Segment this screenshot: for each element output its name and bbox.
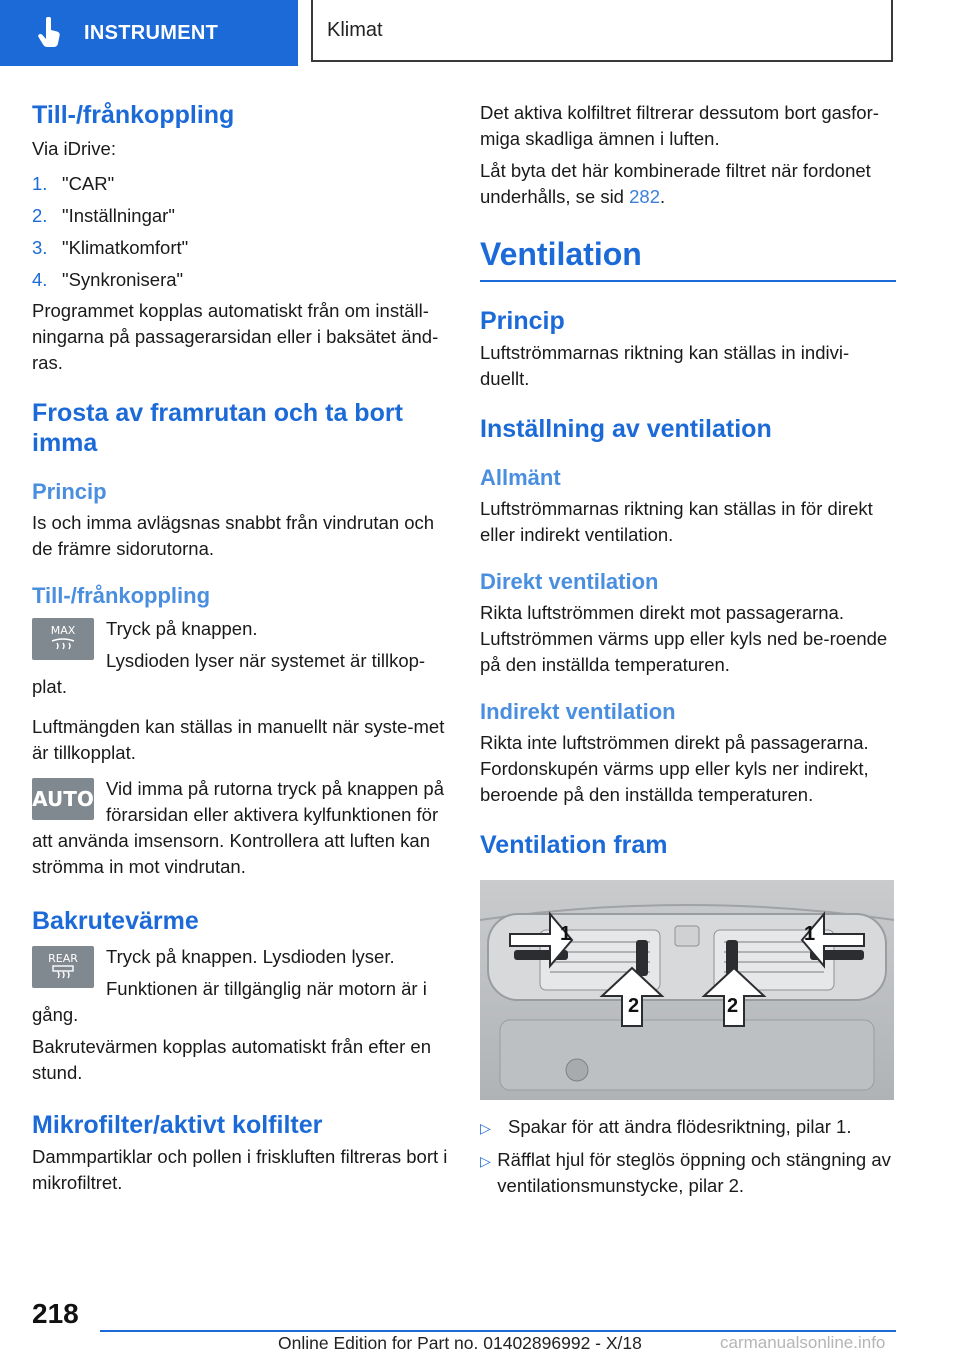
heading-underline (480, 280, 896, 282)
heading-mikrofilter: Mikrofilter/aktivt kolfilter (32, 1111, 323, 1139)
rear-button-block (32, 944, 448, 1028)
triangle-bullet-icon: ▷ (480, 1120, 491, 1136)
luftmangd-text: Luftmängden kan ställas in manuellt när syste-met är tillkopplat. (32, 716, 445, 763)
watermark: carmanualsonline.info (720, 1333, 886, 1352)
princip-right-text: Luftströmmarnas riktning kan ställas in indivi-duellt. (480, 342, 850, 389)
heading-till-franskoppling-2: Till-/frånkoppling (32, 583, 211, 608)
bak-funktion-text: Funktionen är tillgänglig när motorn är i gång. (32, 978, 427, 1025)
max-button-block (32, 616, 448, 700)
arrow-label: 1 (804, 923, 816, 945)
vid-imma-text: Vid imma på rutorna tryck på knappen på förarsidan eller aktivera kylfunktionen för att använda imsensorn. Kontrollera att luften kan strömma in mot vindrutan. (32, 778, 444, 877)
chapter-header (311, 0, 893, 62)
vents-illustration (480, 880, 894, 1100)
arrow-label: 2 (628, 995, 640, 1017)
direkt-text: Rikta luftströmmen direkt mot passagerarna. Luftströmmen värms upp eller kyls ned be-roende på den inställda temperaturen. (480, 602, 888, 675)
list-item: 2. "Inställningar" (32, 205, 175, 226)
arrow-label: 1 (560, 923, 572, 945)
windshield-heat-icon (50, 637, 76, 653)
photo-legend (480, 1114, 896, 1199)
left-column (32, 100, 448, 1196)
max-defrost-icon: MAX (32, 618, 94, 660)
tryck-knappen-text: Tryck på knappen. (106, 618, 258, 639)
bak-tryck-text: Tryck på knappen. Lysdioden lyser. (106, 946, 395, 967)
program-text: Programmet kopplas automatiskt från om inställ-ningarna på passagerarsidan eller i baksätet änd-ras. (32, 300, 439, 373)
heading-princip: Princip (32, 479, 107, 504)
heading-frosta-line1: Frosta av framrutan och ta bort (32, 399, 403, 427)
mikro-text: Dammpartiklar och pollen i friskluften filtreras bort i mikrofiltret. (32, 1146, 448, 1193)
list-item: 1. "CAR" (32, 173, 115, 194)
rear-defrost-icon: REAR (32, 946, 94, 988)
page-number: 218 (32, 1298, 79, 1329)
idrive-steps (32, 168, 448, 296)
heading-ventilation-fram: Ventilation fram (480, 831, 668, 859)
page-link[interactable]: 282 (629, 186, 660, 207)
arrow-label: 2 (727, 995, 739, 1017)
heading-allmant: Allmänt (480, 465, 561, 490)
triangle-bullet-icon: ▷ (480, 1153, 491, 1169)
allmant-text: Luftströmmarnas riktning kan ställas in för direkt eller indirekt ventilation. (480, 498, 873, 545)
heading-till-franskoppling: Till-/frånkoppling (32, 101, 235, 129)
hand-pointer-icon (30, 13, 70, 53)
list-item: ▷ Spakar för att ändra flödesriktning, pilar 1. (480, 1114, 896, 1141)
auto-icon: AUTO (32, 778, 94, 820)
footer-rule (100, 1330, 896, 1332)
section-tab[interactable] (0, 0, 298, 66)
lysdioden-text: Lysdioden lyser när systemet är tillkop-plat. (32, 650, 426, 697)
dashboard-vents-photo (480, 880, 894, 1100)
list-item: ▷ Räfflat hjul för steglös öppning och stängning av ventilationsmunstycke, pilar 2. (480, 1147, 896, 1199)
byta-text: Låt byta det här kombinerade filtret när fordonet underhålls, se sid 282. (480, 160, 871, 207)
chapter-title: Klimat (327, 18, 383, 41)
indirekt-text: Rikta inte luftströmmen direkt på passagerarna. Fordonskupén värms upp eller kyls ner indirekt, beroende på den inställda temperaturen. (480, 732, 869, 805)
list-item: 3. "Klimatkomfort" (32, 237, 189, 258)
kolfilter-text: Det aktiva kolfiltret filtrerar dessutom bort gasfor-miga skadliga ämnen i luften. (480, 102, 879, 149)
princip-text: Is och imma avlägsnas snabbt från vindrutan och de främre sidorutorna. (32, 512, 435, 559)
auto-button-block (32, 776, 448, 880)
heading-bakrutevarme: Bakrutevärme (32, 907, 199, 935)
heading-indirekt: Indirekt ventilation (480, 699, 676, 724)
bak-auto-text: Bakrutevärmen kopplas automatiskt från efter en stund. (32, 1036, 431, 1083)
right-column (480, 100, 896, 1205)
via-idrive-text: Via iDrive: (32, 138, 116, 159)
edition-text: Online Edition for Part no. 01402896992 - X/18 (278, 1333, 642, 1353)
list-item: 4. "Synkronisera" (32, 269, 184, 290)
heading-installning: Inställning av ventilation (480, 415, 772, 443)
heading-frosta-line2: imma (32, 429, 98, 457)
heading-ventilation: Ventilation (480, 236, 642, 272)
section-tab-label: INSTRUMENT (84, 21, 219, 44)
heading-direkt: Direkt ventilation (480, 569, 659, 594)
heading-princip-right: Princip (480, 307, 565, 335)
rear-window-heat-icon (50, 965, 76, 981)
